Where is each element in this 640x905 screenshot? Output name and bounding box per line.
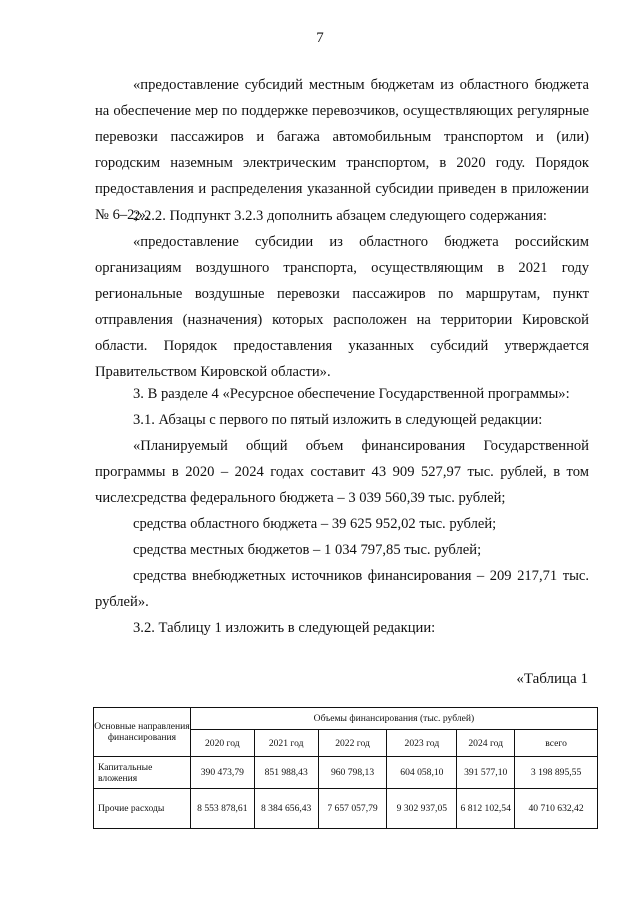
paragraph-text: 2.2.2. Подпункт 3.2.3 дополнить абзацем следующего содержания: (133, 208, 547, 224)
paragraph-text: 3.1. Абзацы с первого по пятый изложить в следующей редакции: (133, 412, 543, 428)
column-header: 2024 год (457, 730, 515, 757)
column-header: всего (515, 730, 598, 757)
table-cell: 390 473,79 (190, 757, 254, 789)
row-label: Капитальные вложения (94, 757, 191, 789)
table-cell: 391 577,10 (457, 757, 515, 789)
paragraph-text: средства внебюджетных источников финансирования – 209 217,71 тыс. рублей». (95, 568, 589, 610)
column-header: 2022 год (318, 730, 387, 757)
table-cell: 851 988,43 (254, 757, 318, 789)
table-group-header: Объемы финансирования (тыс. рублей) (190, 708, 597, 730)
column-header: 2020 год (190, 730, 254, 757)
paragraph-text: 3. В разделе 4 «Ресурсное обеспечение Государственной программы»: (133, 386, 570, 402)
paragraph-10 (95, 563, 589, 615)
table-cell: 6 812 102,54 (457, 789, 515, 829)
paragraph-2 (95, 203, 589, 229)
page-number: 7 (316, 30, 324, 46)
paragraph-7 (95, 485, 589, 511)
paragraph-5 (95, 407, 589, 433)
paragraph-8 (95, 511, 589, 537)
paragraph-4 (95, 381, 589, 407)
paragraph-3 (95, 229, 589, 385)
row-label: Прочие расходы (94, 789, 191, 829)
paragraph-text: «Планируемый общий объем финансирования Государственной программы в 2020 – 2024 годах составит 43 909 527,97 тыс. рублей, в том числе: (95, 438, 589, 506)
table-cell: 7 657 057,79 (318, 789, 387, 829)
paragraph-text: «предоставление субсидии из областного бюджета российским организациям воздушного транспорта, осуществляющим в 2021 году региональные воздушные перевозки пассажиров по маршрутам, пункт отправления (назначения) которых расположен на территории Кировской области. Порядок предоставления указанных субсидий утверждается Правительством Кировской области». (95, 234, 589, 380)
paragraph-text: «предоставление субсидий местным бюджетам из областного бюджета на обеспечение мер по поддержке перевозчиков, осуществляющих регулярные перевозки пассажиров и багажа автомобильным транспортом и (или) городским наземным электрическим транспортом, в 2020 году. Порядок предоставления и распределения указанной субсидии приведен в приложении № 6–2;». (95, 77, 589, 223)
table-cell: 8 384 656,43 (254, 789, 318, 829)
paragraph-text: средства местных бюджетов – 1 034 797,85 тыс. рублей; (133, 542, 482, 558)
table-cell: 9 302 937,05 (387, 789, 457, 829)
column-header: 2023 год (387, 730, 457, 757)
paragraph-text: средства областного бюджета – 39 625 952,02 тыс. рублей; (133, 516, 497, 532)
paragraph-text: 3.2. Таблицу 1 изложить в следующей редакции: (133, 620, 436, 636)
table-cell: 3 198 895,55 (515, 757, 598, 789)
paragraph-11 (95, 615, 589, 641)
table-row (94, 757, 598, 789)
table-cell: 40 710 632,42 (515, 789, 598, 829)
table-cell: 960 798,13 (318, 757, 387, 789)
column-header: 2021 год (254, 730, 318, 757)
table-cell: 8 553 878,61 (190, 789, 254, 829)
table-corner-header: Основные направления финансирования (94, 708, 191, 757)
table-row (94, 789, 598, 829)
paragraph-9 (95, 537, 589, 563)
paragraph-text: средства федерального бюджета – 3 039 560,39 тыс. рублей; (133, 490, 506, 506)
financing-table (93, 707, 598, 829)
table-cell: 604 058,10 (387, 757, 457, 789)
table-caption: «Таблица 1 (516, 671, 588, 687)
